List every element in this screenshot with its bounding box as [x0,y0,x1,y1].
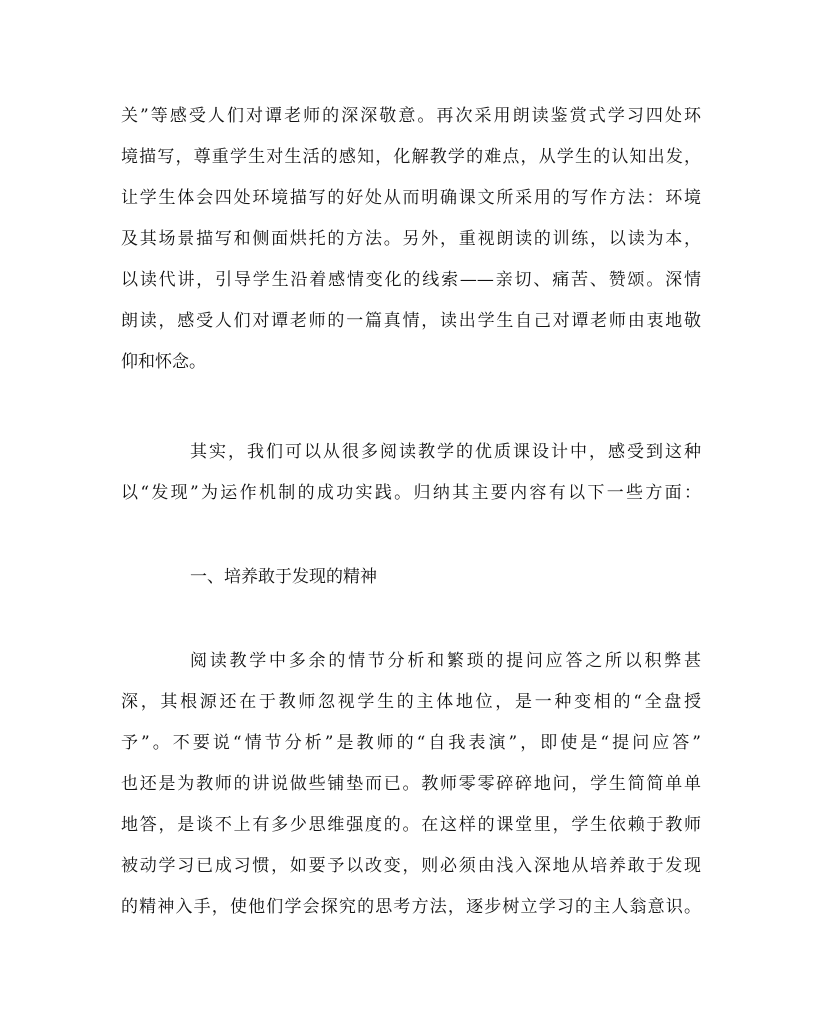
paragraph-2-line-2: 以“发现”为运作机制的成功实践。归纳其主要内容有以下一些方面： [121,483,701,503]
paragraph-1-line-1: 关”等感受人们对谭老师的深深敬意。再次采用朗读鉴赏式学习四处环 [121,106,701,126]
paragraph-1-line-5: 以读代讲，引导学生沿着感情变化的线索——亲切、痛苦、赞颂。深情 [121,270,701,290]
paragraph-3-line-5: 地答，是谈不上有多少思维强度的。在这样的课堂里，学生依赖于教师 [121,815,701,835]
paragraph-3-line-2: 深，其根源还在于教师忽视学生的主体地位，是一种变相的“全盘授 [121,692,701,712]
paragraph-3-line-7: 的精神入手，使他们学会探究的思考方法，逐步树立学习的主人翁意识。 [121,897,701,917]
paragraph-1-line-4: 及其场景描写和侧面烘托的方法。另外，重视朗读的训练，以读为本， [121,229,701,249]
paragraph-1-line-7: 仰和怀念。 [121,352,206,372]
paragraph-3-line-3: 予”。不要说“情节分析”是教师的“自我表演”，即使是“提问应答” [121,733,701,753]
paragraph-1-line-3: 让学生体会四处环境描写的好处从而明确课文所采用的写作方法：环境 [121,188,701,208]
paragraph-3-line-4: 也还是为教师的讲说做些铺垫而已。教师零零碎碎地问，学生简简单单 [121,774,701,794]
paragraph-3-line-1: 阅读教学中多余的情节分析和繁琐的提问应答之所以积弊甚 [190,651,701,671]
paragraph-2-line-1: 其实，我们可以从很多阅读教学的优质课设计中，感受到这种 [190,442,701,462]
paragraph-1-line-6: 朗读，感受人们对谭老师的一篇真情，读出学生自己对谭老师由衷地敬 [121,311,701,331]
paragraph-3-line-6: 被动学习已成习惯，如要予以改变，则必须由浅入深地从培养敢于发现 [121,856,701,876]
paragraph-1-line-2: 境描写，尊重学生对生活的感知，化解教学的难点，从学生的认知出发， [121,147,701,167]
section-heading: 一、培养敢于发现的精神 [190,567,377,587]
